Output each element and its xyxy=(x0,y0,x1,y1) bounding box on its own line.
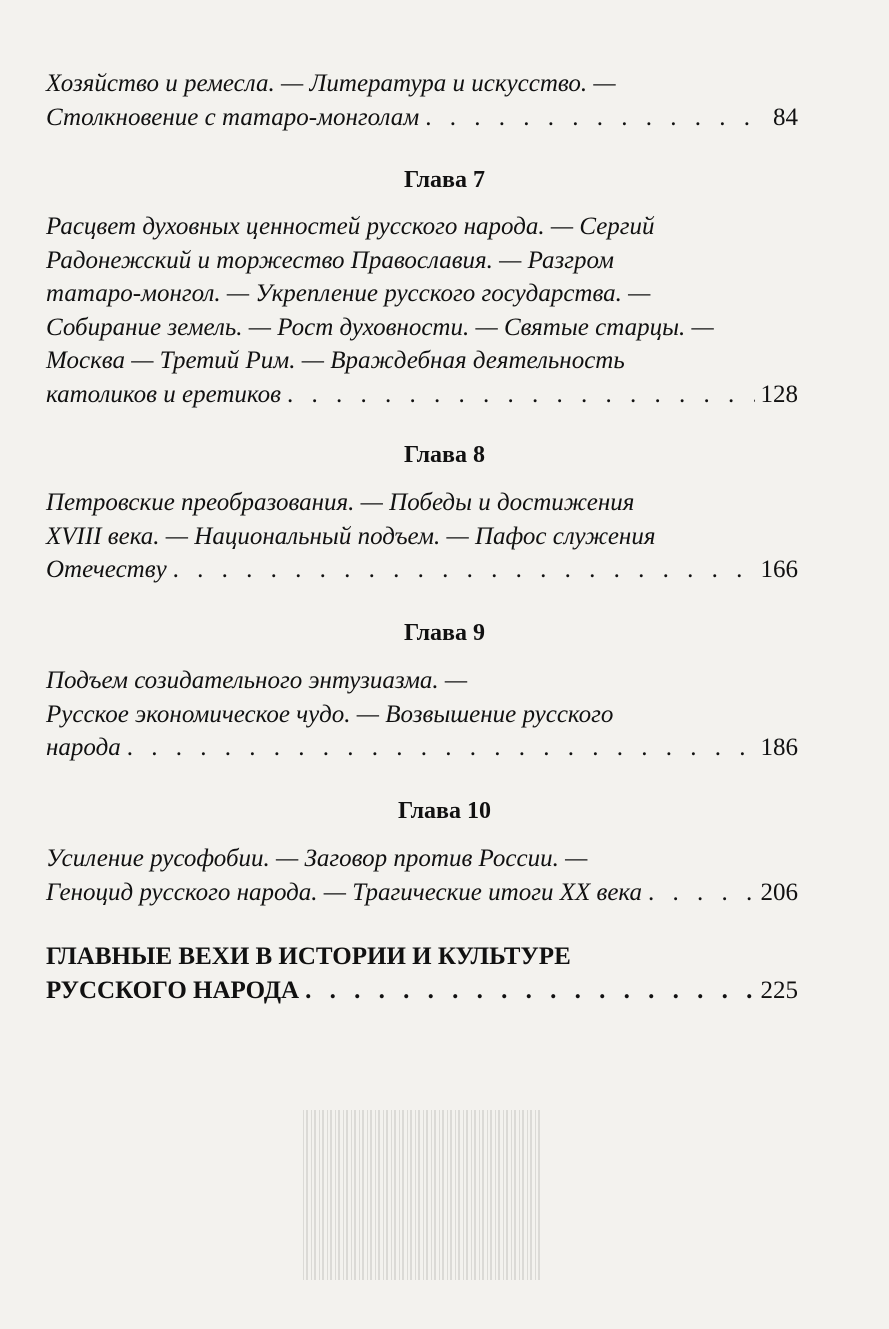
toc-entry xyxy=(46,486,798,587)
toc-final-line: ГЛАВНЫЕ ВЕХИ В ИСТОРИИ И КУЛЬТУРЕ xyxy=(46,943,571,970)
page-number: 186 xyxy=(760,734,798,761)
toc-entry-line: Усиление русофобии. — Заговор против России. — xyxy=(46,845,588,872)
page-number: 206 xyxy=(760,878,798,906)
leader-dots xyxy=(425,101,767,135)
toc-entry-line: Подъем созидательного энтузиазма. — xyxy=(46,667,468,694)
page-number: 225 xyxy=(760,976,798,1004)
toc-final-line: РУССКОГО НАРОДА xyxy=(46,976,300,1004)
leader-dots xyxy=(173,553,755,587)
toc-entry-line: Петровские преобразования. — Победы и достижения xyxy=(46,489,635,516)
chapter-heading: Глава 10 xyxy=(398,798,491,824)
toc-entry xyxy=(46,210,798,411)
page-number: 166 xyxy=(760,556,798,583)
toc-entry-line: Русское экономическое чудо. — Возвышение русского xyxy=(46,700,614,728)
toc-entry-line: Хозяйство и ремесла. — Литература и искусство. — xyxy=(46,70,616,97)
page-number: 128 xyxy=(760,380,798,408)
toc-entry-line: Радонежский и торжество Православия. — Разгром xyxy=(46,246,614,274)
leader-dots xyxy=(648,876,754,910)
chapter-heading: Глава 7 xyxy=(404,167,485,193)
toc-entry-last-line xyxy=(46,378,798,412)
toc-entry-line: татаро-монгол. — Укрепление русского государства. — xyxy=(46,280,651,307)
toc-entry-line: Столкновение с татаро-монголам xyxy=(46,103,420,131)
toc-entry xyxy=(46,842,798,909)
chapter-heading: Глава 8 xyxy=(404,442,485,468)
toc-final-section xyxy=(46,940,798,1007)
toc-entry-line: народа xyxy=(46,734,121,761)
toc-entry xyxy=(46,67,798,134)
toc-entry-last-line xyxy=(46,731,798,765)
toc-entry-last-line xyxy=(46,553,798,587)
toc-entry-line: Расцвет духовных ценностей русского народа. — Сергий xyxy=(46,213,655,240)
chapter-heading: Глава 9 xyxy=(404,620,485,646)
toc-entry-line: Геноцид русского народа. — Трагические итоги XX века xyxy=(46,878,643,906)
toc-entry-line: католиков и еретиков xyxy=(46,380,282,408)
barcode-bleed-through xyxy=(300,1110,540,1280)
toc-entry-line: Отечеству xyxy=(46,556,167,583)
toc-entry xyxy=(46,664,798,765)
page-number: 84 xyxy=(773,103,798,131)
toc-entry-line: Москва — Третий Рим. — Враждебная деятельность xyxy=(46,347,625,374)
toc-entry-last-line xyxy=(46,876,798,910)
toc-entry-line: Собирание земель. — Рост духовности. — Святые старцы. — xyxy=(46,313,714,341)
leader-dots xyxy=(287,378,754,412)
leader-dots xyxy=(305,974,754,1008)
toc-entry-last-line xyxy=(46,101,798,135)
toc-final-last-line xyxy=(46,974,798,1008)
toc-entry-line: XVIII века. — Национальный подъем. — Пафос служения xyxy=(46,522,656,550)
leader-dots xyxy=(127,731,755,765)
